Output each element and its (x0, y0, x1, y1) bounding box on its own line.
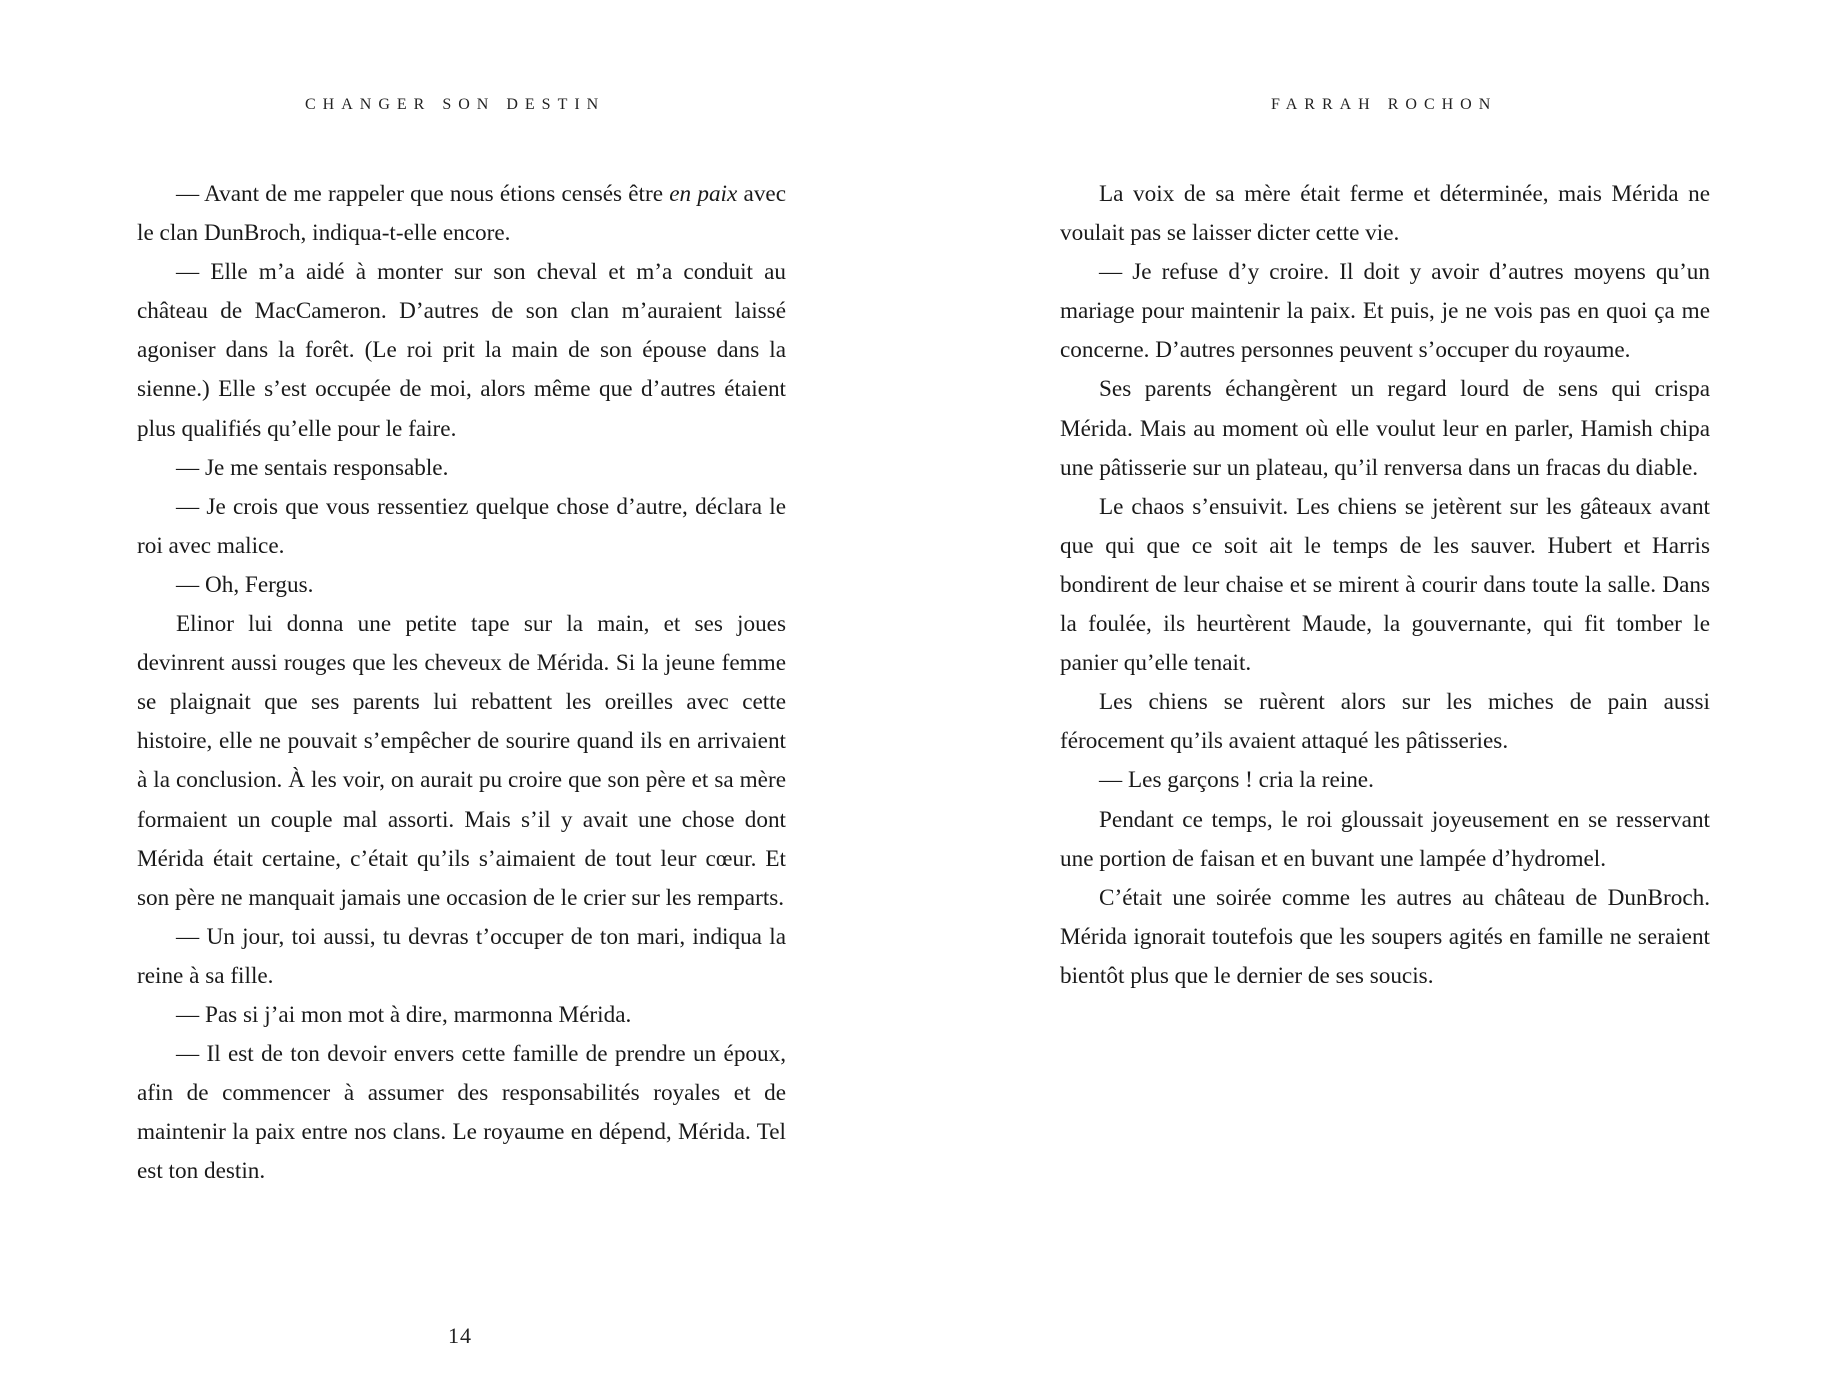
paragraph: C’était une soirée comme les autres au château de DunBroch. Mérida ignorait toutefois que les soupers agités en famille ne seraient bientôt plus que le dernier de ses soucis. (1060, 884, 1710, 989)
paragraph: Elinor lui donna une petite tape sur la main, et ses joues devinrent aussi rouges que les cheveux de Mérida. Si la jeune femme se plaignait que ses parents lui rebattent les oreilles avec cette histoire, elle ne pouvait s’empêcher de sourire quand ils en arrivaient à la conclusion. À les voir, on aurait pu croire que son père et sa mère formaient un couple mal assorti. Mais s’il y avait une chose dont Mérida était certaine, c’était qu’ils s’aimaient de tout leur cœur. Et son père ne manquait jamais une occasion de le crier sur les remparts. (137, 611, 786, 911)
paragraph: Les chiens se ruèrent alors sur les miches de pain aussi férocement qu’ils avaient attaqué les pâtisseries. (1060, 689, 1710, 755)
paragraph: La voix de sa mère était ferme et déterminée, mais Mérida ne voulait pas se laisser dicter cette vie. (1060, 181, 1710, 247)
page-number: 14 (448, 1323, 472, 1348)
paragraph: — Avant de me rappeler que nous étions censés être en paix avec le clan DunBroch, indiqua-t-elle encore. (137, 181, 786, 247)
paragraph: Le chaos s’ensuivit. Les chiens se jetèrent sur les gâteaux avant que qui que ce soit ait le temps de les sauver. Hubert et Harris bondirent de leur chaise et se mirent à courir dans toute la salle. Dans la foulée, ils heurtèrent Maude, la gouvernante, qui fit tomber le panier qu’elle tenait. (1060, 493, 1710, 677)
right-page-text (1060, 175, 1710, 996)
paragraph: — Je refuse d’y croire. Il doit y avoir d’autres moyens qu’un mariage pour maintenir la paix. Et puis, je ne vois pas en quoi ça me concerne. D’autres personnes peuvent s’occuper du royaume. (1060, 259, 1710, 364)
paragraph: — Je me sentais responsable. (176, 454, 449, 481)
paragraph: — Un jour, toi aussi, tu devras t’occuper de ton mari, indiqua la reine à sa fille. (137, 923, 786, 989)
running-head-author: FARRAH ROCHON (1271, 96, 1498, 113)
paragraph: — Elle m’a aidé à monter sur son cheval et m’a conduit au château de MacCameron. D’autres de son clan m’auraient laissé agoniser dans la forêt. (Le roi prit la main de son épouse dans la sienne.) Elle s’est occupée de moi, alors même que d’autres étaient plus qualifiés qu’elle pour le faire. (137, 259, 786, 442)
running-head-book-title: CHANGER SON DESTIN (305, 96, 606, 113)
paragraph: — Oh, Fergus. (176, 571, 314, 598)
left-page-text (137, 175, 786, 1191)
paragraph: Ses parents échangèrent un regard lourd de sens qui crispa Mérida. Mais au moment où elle voulut leur en parler, Hamish chipa une pâtisserie sur un plateau, qu’il renversa dans un fracas du diable. (1060, 376, 1710, 481)
paragraph: Pendant ce temps, le roi gloussait joyeusement en se resservant une portion de faisan et en buvant une lampée d’hydromel. (1060, 806, 1710, 872)
paragraph: — Il est de ton devoir envers cette famille de prendre un époux, afin de commencer à assumer des responsabilités royales et de maintenir la paix entre nos clans. Le royaume en dépend, Mérida. Tel est ton destin. (137, 1041, 786, 1185)
emphasis-text: en paix (669, 181, 738, 207)
paragraph: — Je crois que vous ressentiez quelque chose d’autre, déclara le roi avec malice. (137, 493, 786, 559)
right-page (913, 0, 1826, 1400)
paragraph: — Pas si j’ai mon mot à dire, marmonna Mérida. (176, 1001, 632, 1028)
paragraph: — Les garçons ! cria la reine. (1099, 767, 1374, 794)
